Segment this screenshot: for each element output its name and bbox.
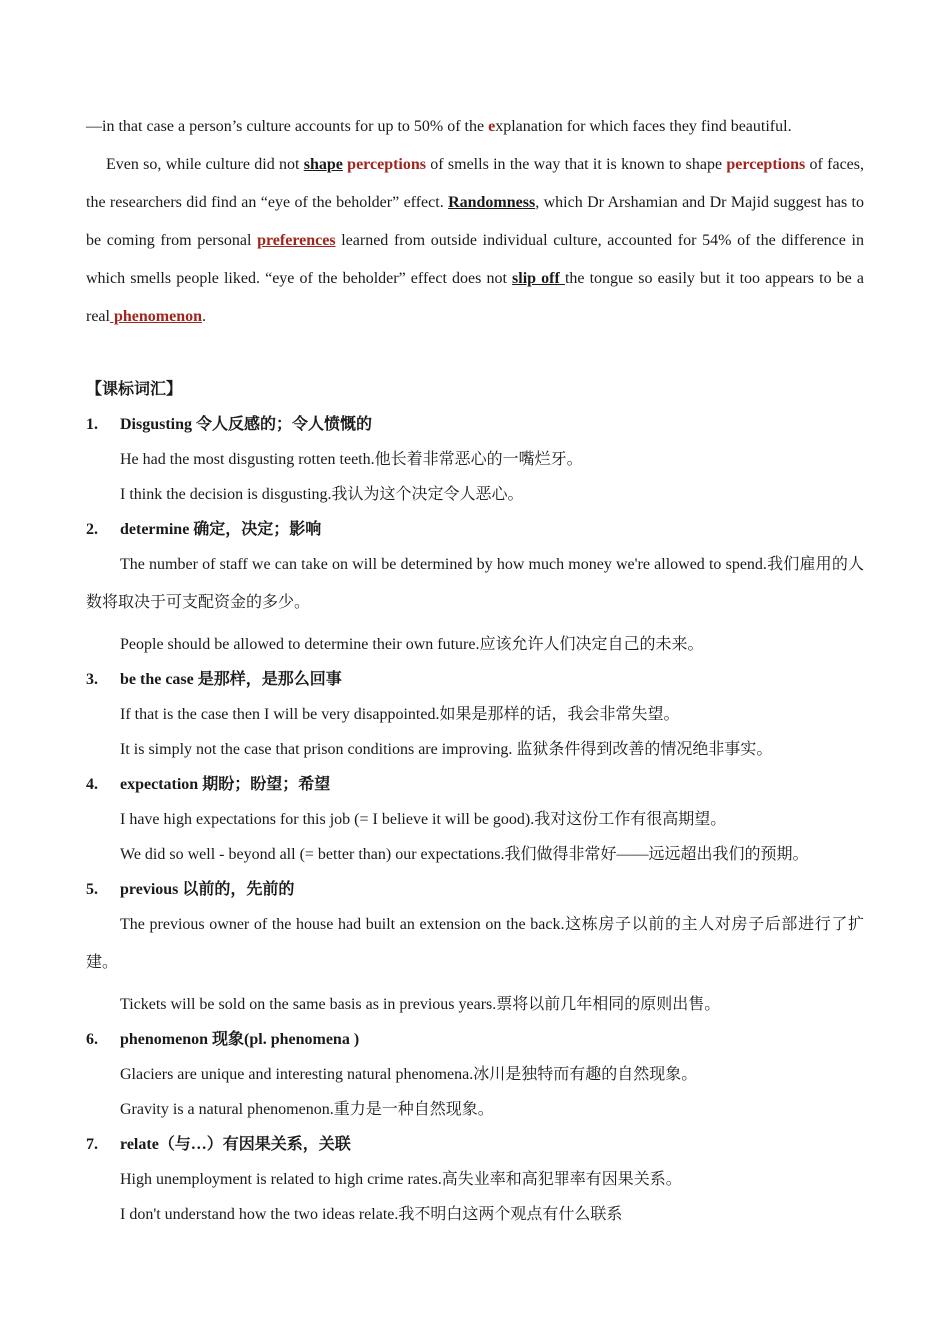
vocab-term: 7. relate（与…）有因果关系，关联 — [86, 1136, 351, 1153]
example-sentence: He had the most disgusting rotten teeth.他长着非常恶心的一嘴烂牙。 — [120, 451, 583, 468]
keyword-slip-off: slip off — [512, 270, 565, 287]
section-title: 【课标词汇】 — [86, 381, 183, 398]
example-sentence: Tickets will be sold on the same basis as in previous years.票将以前几年相同的原则出售。 — [120, 996, 721, 1013]
example-sentence: I don't understand how the two ideas relate.我不明白这两个观点有什么联系 — [120, 1206, 623, 1223]
example-sentence: Gravity is a natural phenomenon.重力是一种自然现象。 — [120, 1101, 494, 1118]
example-sentence: I think the decision is disgusting.我认为这个决定令人恶心。 — [120, 486, 524, 503]
keyword-randomness: Randomness — [448, 194, 536, 211]
vocab-term: 1. Disgusting 令人反感的；令人愤慨的 — [86, 416, 373, 433]
highlight-letter-e: e — [488, 118, 496, 135]
example-sentence: Glaciers are unique and interesting natural phenomena.冰川是独特而有趣的自然现象。 — [120, 1066, 698, 1083]
passage-paragraph-1: —in that case a person’s culture accounts for up to 50% of the explanation for which faces they find beautiful. — [86, 118, 792, 135]
vocab-term: 4. expectation 期盼；盼望；希望 — [86, 776, 331, 793]
example-sentence: The previous owner of the house had built an extension on the back.这栋房子以前的主人对房子后部进行了扩建。 — [86, 916, 864, 971]
example-sentence: The number of staff we can take on will be determined by how much money we're allowed to spend.我们雇用的人数将取决于可支配资金的多少。 — [86, 556, 864, 611]
keyword-perceptions: perceptions — [726, 156, 806, 173]
example-sentence: If that is the case then I will be very disappointed.如果是那样的话，我会非常失望。 — [120, 706, 680, 723]
example-sentence: High unemployment is related to high crime rates.高失业率和高犯罪率有因果关系。 — [120, 1171, 682, 1188]
vocab-term: 6. phenomenon 现象(pl. phenomena ) — [86, 1031, 360, 1048]
example-sentence: We did so well - beyond all (= better than) our expectations.我们做得非常好——远远超出我们的预期。 — [120, 846, 809, 863]
passage-paragraph-2: Even so, while culture did not shape perceptions of smells in the way that it is known to shape perceptions of faces, the researchers did find an “eye of the beholder” effect. Randomness, which Dr Arshamian and Dr Majid suggest has to be coming from personal preferences learned from outside individual culture, accounted for 54% of the difference in which smells people liked. “eye of the beholder” effect does not slip off the tongue so easily but it too appears to be a real phenomenon. — [86, 156, 865, 325]
vocab-term: 2. determine 确定，决定；影响 — [86, 521, 322, 538]
vocab-term: 3. be the case 是那样，是那么回事 — [86, 671, 342, 688]
vocab-term: 5. previous 以前的，先前的 — [86, 881, 295, 898]
document-page — [86, 108, 864, 1227]
example-sentence: I have high expectations for this job (= I believe it will be good).我对这份工作有很高期望。 — [120, 811, 727, 828]
keyword-phenomenon: phenomenon — [109, 308, 203, 325]
vocab-list — [86, 413, 864, 1227]
example-sentence: People should be allowed to determine their own future.应该允许人们决定自己的未来。 — [120, 636, 704, 653]
keyword-perceptions: perceptions — [347, 156, 426, 173]
keyword-shape: shape — [303, 156, 343, 173]
keyword-preferences: preferences — [257, 232, 336, 249]
example-sentence: It is simply not the case that prison conditions are improving. 监狱条件得到改善的情况绝非事实。 — [120, 741, 773, 758]
